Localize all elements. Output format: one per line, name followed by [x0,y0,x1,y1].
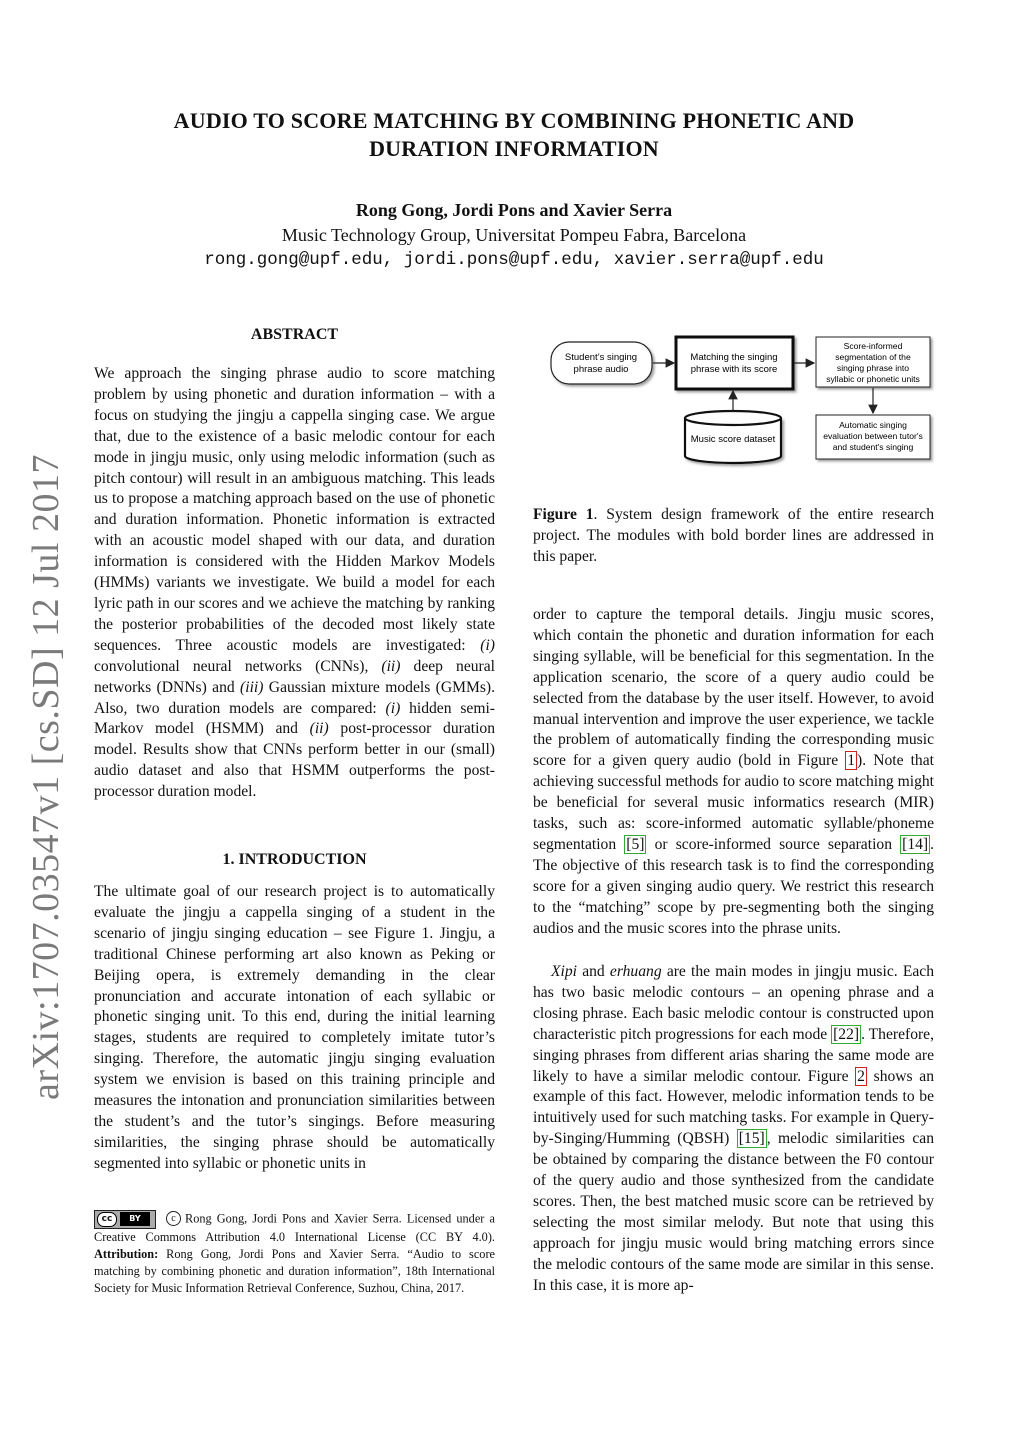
figure-link[interactable]: 2 [857,1067,865,1085]
citation-link[interactable]: [5] [626,835,645,853]
by-mark: BY [120,1212,150,1226]
attribution-label: Attribution: [94,1247,159,1261]
paper-title [100,107,928,163]
enum-marker: (iii) [240,678,264,696]
evaluation-box [816,415,930,459]
abstract-part: hidden semi-Markov model (HSMM) and [94,699,495,738]
text-run: or score-informed source separation [646,835,901,853]
term-erhuang: erhuang [609,963,662,980]
author-block [100,198,928,273]
affiliation: Music Technology Group, Universitat Pompeu Fabra, Barcelona [281,225,747,245]
enum-marker: (ii) [381,657,401,675]
figure-link[interactable]: 1 [847,752,856,770]
abstract-heading: ABSTRACT [250,326,339,343]
box-label: singing phrase into [836,363,910,373]
student-singing-box [551,342,652,384]
intro-paragraph: The ultimate goal of our research project is to automatically evaluate the jingju a cappella singing of a student in the scenario of jingju singing education – see Figure 1. Jingju, a traditional Chinese performing art also known as Peking or Beijing opera, is extremely demanding in the clear pronunciation and accurate intonation of each syllabic or phonetic singing unit. To this end, during the initial learning stages, students are required to completely imitate tutor’s singing. Therefore, the automatic jingju singing evaluation system we envision is based on this training principle and measures the intonation and pronunciation similarities between the student’s and the tutor’s singings. Before measuring similarities, the singing phrase should be automatically segmented into syllabic or phonetic units in [94,883,495,1172]
author-emails[interactable]: rong.gong@upf.edu, jordi.pons@upf.edu, xavier.serra@upf.edu [204,250,824,270]
abstract-text [94,364,495,803]
cc-mark: cc [97,1212,117,1227]
citation-link[interactable]: [14] [902,835,929,853]
enum-marker: (i) [480,636,495,654]
citation-link[interactable]: [22] [833,1025,860,1043]
text-run: . The objective of this research task is to find the corresponding score for a given singing audio query. We restrict this research to the “matching” scope by pre-segmenting both the singing audios and the music scores into the phrase units. [533,835,935,937]
abstract-part: deep neural networks (DNNs) and [94,657,495,696]
box-label: phrase with its score [690,364,778,375]
enum-marker: (i) [385,699,401,717]
text-run: , melodic similarities can be obtained by comparing the distance between the F0 contour of the query audio and those synthesized from the candidate scores. Then, the best matched music score can be retrieved by selecting the most similar melody. But note that using this approach for jingju music would bring matching errors since the melodic contours of the same mode are similar in this sense. In this case, it is more ap- [533,1130,934,1294]
segmentation-box [816,337,930,387]
box-label: segmentation of the [835,352,911,362]
abstract-part: post-processor duration model. Results show that CNNs perform better in our (small) audio dataset and also that HSMM outperforms the post-processor duration model. [94,720,495,801]
text-run: and [577,963,610,980]
text-run: shows an example of this fact. However, melodic information tends to be intuitively used for such matching tasks. For example in Query-by-Singing/Humming (QBSH) [533,1067,934,1148]
caption-text: . System design framework of the entire research project. The modules with bold border lines are addressed in this paper. [533,506,934,565]
cc-by-logo [94,1210,156,1229]
abstract-part: convolutional neural networks (CNNs), [94,657,382,675]
abstract-part: Gaussian mixture models (GMMs). Also, two duration models are compared: [94,678,495,717]
right-paragraph-1 [533,605,934,940]
copyright-icon: c [166,1211,181,1226]
figure-1-diagram [533,330,943,470]
box-label: Student’s singing [564,352,638,363]
box-label: syllabic or phonetic units [826,374,920,384]
box-label: Matching the singing [690,352,778,363]
arxiv-stamp: arXiv:1707.03547v1 [cs.SD] 12 Jul 2017 [25,454,67,1100]
author-names: Rong Gong, Jordi Pons and Xavier Serra [355,200,673,220]
title-line-2: DURATION INFORMATION [369,136,659,161]
enum-marker: (ii) [309,720,329,738]
music-score-database [685,411,781,463]
box-label: and student's singing [832,442,914,452]
license-footnote [94,1210,495,1297]
text-run: are the main modes in jingju music. Each has two basic melodic contours – an opening phrase and a closing phrase. Each basic melodic contour is constructed upon characteristic pitch progressions for each mode [533,963,935,1043]
box-label: evaluation between tutor's [823,431,923,441]
footnote-part: Rong Gong, Jordi Pons and Xavier Serra. “Audio to score matching by combining phonetic and duration information”, 18th International Society for Music Information Retrieval Conference, Suzhou, China, 2017. [94,1247,495,1295]
figure-1-caption [533,505,934,568]
box-label: Automatic singing [839,420,907,430]
caption-label: Figure 1 [533,506,594,523]
text-run: ). Note that achieving successful methods for audio to score matching might be beneficial for several music informatics research (MIR) tasks, such as: score-informed automatic syllable/phoneme segmentation [533,752,935,853]
footnote-part: Rong Gong, Jordi Pons and Xavier Serra. Licensed under a Creative Commons Attribution 4.0 International License (CC BY 4.0). [94,1211,495,1244]
db-label: Music score dataset [690,434,776,445]
abstract-part: We approach the singing phrase audio to score matching problem by using phonetic and duration information – with a focus on studying the jingju a cappella singing case. We argue that, due to the existence of a basic melodic contour for each mode in jingju music, only using melodic information (such as pitch contour) will result in an ambiguous matching. This leads us to propose a matching approach based on the use of phonetic and duration information. Phonetic information is extracted with an acoustic model shaped with our data, and duration information is considered with the Hidden Markov Models (HMMs) variants we investigate. We build a model for each lyric path in our scores and we achieve the matching by ranking the posterior probabilities of the decoded most likely state sequences. Three acoustic models are investigated: [94,365,495,654]
box-label: phrase audio [573,364,629,375]
text-run: order to capture the temporal details. Jingju music scores, which contain the phonetic and duration information for each singing syllable, will be beneficial for this segmentation. In the application scenario, the score of a query audio could be selected from the database by the user itself. However, to avoid manual intervention and improve the user experience, we tackle the problem of automatically finding the corresponding music score for a given query audio (bold in Figure [533,606,934,770]
term-xipi: Xipi [551,963,577,980]
text-run: . Therefore, singing phrases from different arias sharing the same mode are likely to have a similar melodic contour. Figure [533,1025,935,1085]
box-label: Score-informed [843,341,903,351]
title-line-1: AUDIO TO SCORE MATCHING BY COMBINING PHONETIC AND [173,108,855,133]
matching-box [676,337,793,389]
right-paragraph-2 [533,962,934,1297]
intro-heading: 1. INTRODUCTION [222,851,367,868]
citation-link[interactable]: [15] [738,1130,765,1148]
